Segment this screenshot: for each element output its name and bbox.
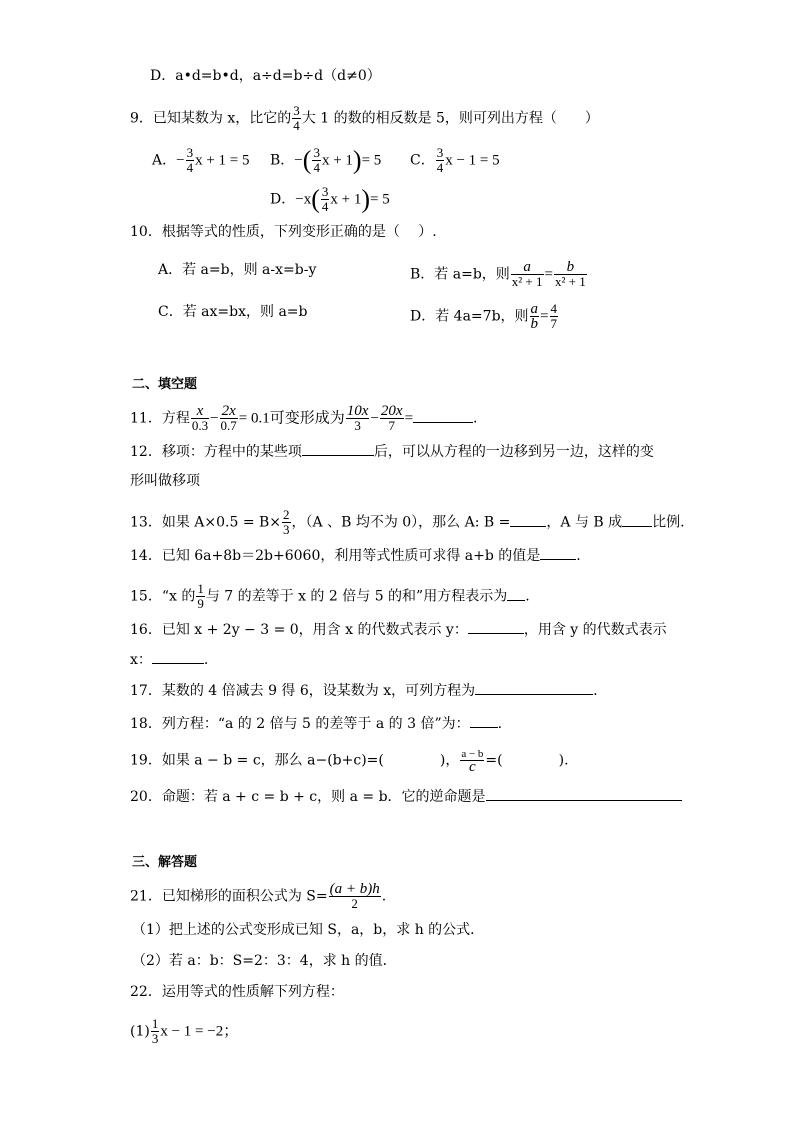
q12-line2: 形叫做移项 xyxy=(130,473,200,489)
q10-option-c: C．若 ax=bx，则 a=b xyxy=(158,304,308,320)
q9-stem: 9．已知某数为 x，比它的 $\frac{3}{4}$ 大 1 的数的相反数是 5，则可列出方程（ ） xyxy=(130,103,599,133)
q20: 20．命题：若 a + c = b + c，则 a = b．它的逆命题是 xyxy=(130,786,682,807)
q17: 17．某数的 4 倍减去 9 得 6，设某数为 x，可列方程为 . xyxy=(130,680,598,701)
answer-blank[interactable] xyxy=(152,649,204,664)
q12-line1: 12．移项：方程中的某些项 后，可以从方程的一边移到另一边，这样的变 xyxy=(130,441,654,462)
q22-part1: (1) $\frac{1}{3}$ x − 1 = −2； xyxy=(130,1016,239,1046)
q21-part2: （2）若 a：b：S=2：3：4，求 h 的值． xyxy=(132,953,397,969)
q10-option-b: B．若 a=b，则 $\frac{a}{\text{x² + 1}}$ = $\frac{b}{\text{x² + 1}}$ xyxy=(410,259,586,289)
q19: 19．如果 a − b = c，那么 a−(b+c)=( )， $\frac{a - b}{c}$ =( ). xyxy=(130,748,569,775)
q22-stem: 22．运用等式的性质解下列方程： xyxy=(130,984,344,1000)
q15: 15．“x 的 $\frac{1}{9}$ 与 7 的差等于 x 的 2 倍与 5 的和”用方程表示为 . xyxy=(130,581,530,611)
q10-option-d: D．若 4a=7b，则 $\frac{a}{b}$ = $\frac{4}{7}$ xyxy=(410,301,557,332)
q9-option-c: C． $\frac{3}{4}$ x − 1 = 5 xyxy=(410,145,500,175)
q16-line1: 16．已知 x + 2y − 3 = 0，用含 x 的代数式表示 y： ，用含 y 的代数式表示 xyxy=(130,619,667,640)
answer-blank[interactable] xyxy=(486,786,682,801)
q9-option-a: A．− $\frac{3}{4}$ x + 1 = 5 xyxy=(152,145,250,175)
section-title-answer: 三、解答题 xyxy=(132,854,198,869)
q10-option-a: A．若 a=b，则 a-x=b-y xyxy=(158,262,317,278)
answer-blank[interactable] xyxy=(507,586,525,601)
fraction: $\frac{3}{4}$ xyxy=(293,103,300,133)
answer-blank[interactable] xyxy=(302,441,374,456)
q10-stem: 10．根据等式的性质，下列变形正确的是（ ）. xyxy=(130,224,437,240)
q14: 14．已知 6a+8b＝2b+6060，利用等式性质可求得 a+b 的值是 . xyxy=(130,545,581,566)
q9-option-b: B．−( $\frac{3}{4}$ x + 1)= 5 xyxy=(270,145,382,175)
q21-part1: （1）把上述的公式变形成已知 S，a，b，求 h 的公式． xyxy=(132,922,485,938)
q9-option-d: D．−x( $\frac{3}{4}$ x + 1)= 5 xyxy=(270,184,390,214)
answer-blank[interactable] xyxy=(475,680,593,695)
answer-blank[interactable] xyxy=(622,512,652,527)
answer-blank[interactable] xyxy=(540,545,576,560)
q11: 11．方程 $\frac{x}{0.3}$ − $\frac{2x}{0.7}$ = 0.1可变形成为 $\frac{10x}{3}$ − $\frac{20x}{7}$ = . xyxy=(130,403,478,433)
q18: 18．列方程：“a 的 2 倍与 5 的差等于 a 的 3 倍”为： . xyxy=(130,713,502,734)
q21-stem: 21．已知梯形的面积公式为 S= $\frac{(a + b)h}{2}$ . xyxy=(130,881,387,911)
q13: 13．如果 A×0.5 = B× $\frac{2}{3}$ ，（A 、B 均不为 0），那么 A: B = ，A 与 B 成 比例. xyxy=(130,507,685,537)
answer-blank[interactable] xyxy=(470,713,498,728)
answer-blank[interactable] xyxy=(413,408,473,423)
q8-option-d: D．a•d=b•d，a÷d=b÷d（d≠0） xyxy=(150,68,381,84)
answer-blank[interactable] xyxy=(468,619,524,634)
answer-blank[interactable] xyxy=(510,512,546,527)
q16-line2: x： . xyxy=(130,649,208,670)
section-title-fill-in: 二、填空题 xyxy=(132,376,198,391)
